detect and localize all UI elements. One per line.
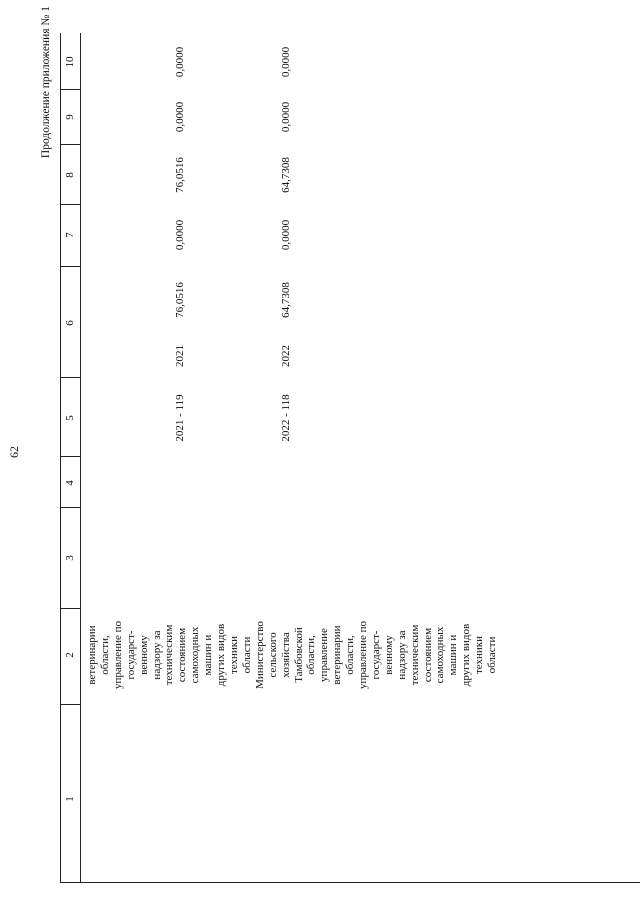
col2-line: области, — [98, 635, 111, 675]
appendix-subtitle: Продолжение приложения № 1 — [40, 6, 52, 159]
row1-col8: 76,0516 — [174, 157, 186, 193]
col2-line: Тамбовской — [292, 627, 305, 683]
row1-col7: 0,0000 — [174, 219, 186, 251]
col2-line: других видов — [460, 623, 473, 687]
column-header-1: 1 — [64, 796, 76, 802]
col2-line: хозяйства — [279, 632, 292, 678]
col2-line: ветеринарии — [86, 625, 98, 685]
column-header-7: 7 — [64, 232, 76, 238]
col2-line: управление — [318, 628, 331, 682]
header-divider — [60, 704, 80, 705]
col2-line: техническим — [163, 624, 176, 686]
col2-line: техники — [473, 635, 486, 675]
column-header-4: 4 — [64, 480, 76, 486]
table-left-border — [60, 882, 640, 883]
row2-col9: 0,0000 — [280, 101, 292, 133]
column-header-6: 6 — [64, 320, 76, 326]
row2-year-code: 2022 - 118 — [280, 394, 292, 442]
col2-line: области, — [305, 635, 318, 675]
column-header-5: 5 — [64, 415, 76, 421]
col2-line: области, — [344, 635, 357, 675]
col2-line: машин и — [447, 634, 460, 676]
col2-line: надзору за — [150, 630, 163, 680]
row2-col8: 64,7308 — [280, 157, 292, 193]
col2-line: техническим — [408, 624, 421, 686]
col2-line: Министерство — [253, 621, 266, 689]
row1-year: 2021 — [174, 345, 186, 367]
column-header-9: 9 — [64, 114, 76, 120]
col2-line: управление по — [357, 621, 370, 689]
col2-line: ветеринарии — [331, 625, 344, 685]
col2-line: государст- — [369, 630, 382, 680]
col2-line: техники — [227, 635, 240, 675]
header-divider — [60, 456, 80, 457]
col2-line: сельского — [266, 632, 279, 678]
column-header-3: 3 — [64, 555, 76, 561]
row2-col7: 0,0000 — [280, 219, 292, 251]
column-header-2: 2 — [64, 652, 76, 658]
page-number: 62 — [7, 446, 21, 458]
col2-line: области — [240, 636, 253, 674]
col2-line: других видов — [215, 623, 228, 687]
col2-line: надзору за — [395, 630, 408, 680]
header-border-top — [60, 33, 61, 883]
row2-amount: 64,7308 — [280, 282, 292, 318]
row1-amount: 76,0516 — [174, 282, 186, 318]
header-divider — [60, 266, 80, 267]
col2-line: самоходных — [189, 626, 202, 684]
col2-line: государст- — [124, 630, 137, 680]
header-divider — [60, 204, 80, 205]
col2-line: состоянием — [176, 627, 189, 683]
row2-col10: 0,0000 — [280, 46, 292, 78]
row1-col9: 0,0000 — [174, 101, 186, 133]
row1-year-code: 2021 - 119 — [174, 394, 186, 442]
header-divider — [60, 144, 80, 145]
col2-line: управление по — [111, 621, 124, 689]
column-header-8: 8 — [64, 172, 76, 178]
header-border-bottom — [80, 33, 81, 883]
row2-year: 2022 — [280, 345, 292, 367]
col2-line: самоходных — [434, 626, 447, 684]
row1-col10: 0,0000 — [174, 46, 186, 78]
col2-text-block — [86, 600, 499, 710]
col2-line: венному — [137, 635, 150, 675]
col2-line: области — [486, 636, 499, 674]
header-divider — [60, 377, 80, 378]
header-divider — [60, 89, 80, 90]
col2-line: венному — [382, 635, 395, 675]
column-header-10: 10 — [64, 56, 76, 68]
header-divider — [60, 507, 80, 508]
col2-line: состоянием — [421, 627, 434, 683]
col2-line: машин и — [202, 634, 215, 676]
header-divider — [60, 608, 80, 609]
